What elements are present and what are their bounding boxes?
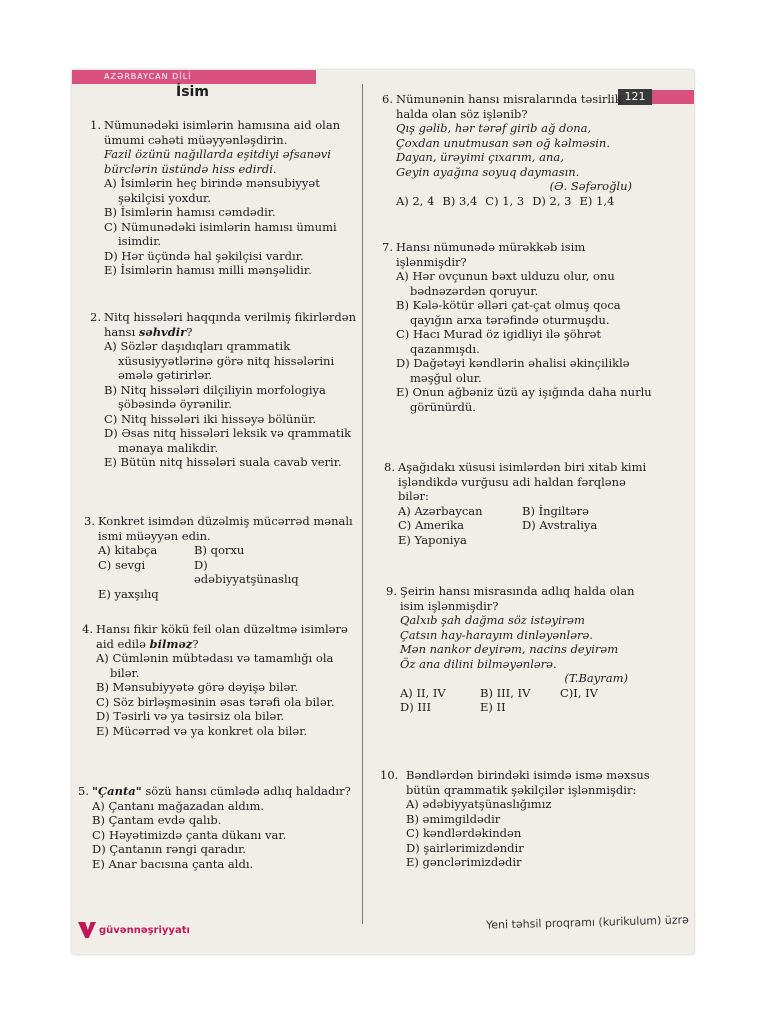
- textbook-page: [72, 70, 694, 954]
- answer-option-b[interactable]: B) qorxu: [194, 543, 245, 557]
- answer-options: [98, 543, 356, 601]
- answer-option-d[interactable]: D) III: [400, 700, 431, 714]
- answer-option-b[interactable]: B) Kələ-kötür əlləri çat-çat olmuş qoca qayığın arxa tərəfində oturmuşdu.: [396, 298, 621, 327]
- question-number: 1.: [90, 118, 101, 132]
- answer-option-d[interactable]: D) Təsirli və ya təsirsiz ola bilər.: [96, 709, 285, 723]
- question-9: [386, 584, 654, 715]
- answer-option-b[interactable]: B) İsimlərin hamısı cəmdədir.: [104, 205, 276, 219]
- answer-option-b[interactable]: B) əmimgildədir: [406, 811, 501, 826]
- poem-line-2: Çoxdan unutmusan sən oğ kəlməsin.: [396, 135, 610, 150]
- answer-option-b[interactable]: B) Nitq hissələri dilçiliyin morfologiya şöbəsində öyrənilir.: [104, 382, 326, 411]
- answer-option-b[interactable]: B) 3,4: [442, 193, 478, 208]
- answer-option-a[interactable]: A) Cümlənin mübtədası və tamamlığı ola bilər.: [96, 651, 334, 680]
- question-number: 4.: [82, 622, 93, 636]
- answer-option-c[interactable]: C) 1, 3: [485, 193, 525, 208]
- question-number: 3.: [84, 514, 95, 528]
- answer-option-d[interactable]: D) Çantanın rəngi qaradır.: [92, 842, 246, 856]
- question-example: Fazil özünü nağıllarda eşitdiyi əfsanəvi bürclərin üstündə hiss edirdi.: [104, 147, 331, 176]
- question-1: [90, 118, 358, 278]
- answer-option-d[interactable]: D) 2, 3: [532, 193, 572, 208]
- question-stem-end: ?: [192, 636, 199, 651]
- question-number: 6.: [382, 92, 393, 106]
- answer-option-e[interactable]: E) Anar bacısına çanta aldı.: [92, 856, 254, 871]
- question-number: 2.: [90, 310, 101, 324]
- answer-option-d[interactable]: D) Hər üçündə hal şəkilçisi vardır.: [104, 248, 304, 263]
- question-stem: Konkret isimdən düzəlmiş mücərrəd mənalı ismi müəyyən edin.: [98, 514, 353, 543]
- question-stem-text: Hansı fikir kökü feil olan düzəltmə isimlərə aid edilə: [96, 622, 348, 651]
- question-2: [90, 310, 358, 470]
- answer-option-c[interactable]: C) Həyətimizdə çanta dükanı var.: [92, 827, 287, 842]
- poem-author: (T.Bayram): [564, 671, 628, 685]
- question-stem: Nümunənin hansı misralarında təsirlik halda olan söz işlənib?: [396, 92, 622, 121]
- question-stem: [96, 622, 358, 651]
- answer-option-a[interactable]: A) Azərbaycan: [398, 503, 483, 518]
- answer-option-a[interactable]: A) Çantanı mağazadan aldım.: [92, 798, 265, 813]
- answer-option-c[interactable]: C) Söz birləşməsinin əsas tərəfi ola bilər.: [96, 694, 335, 709]
- answer-option-d[interactable]: D) Dağətəyi kəndlərin əhalisi əkinçiliklə məşğul olur.: [396, 356, 630, 385]
- question-5: [78, 784, 358, 871]
- answer-option-d[interactable]: D) şairlərimizdəndir: [406, 840, 524, 855]
- answer-option-b[interactable]: B) Mənsubiyyətə görə dəyişə bilər.: [96, 680, 299, 694]
- question-number: 7.: [382, 240, 393, 254]
- poem-author: (Ə. Səfəroğlu): [549, 179, 632, 193]
- answer-option-a[interactable]: A) 2, 4: [396, 193, 435, 208]
- answer-option-c[interactable]: C) Amerika: [398, 518, 464, 532]
- answer-option-e[interactable]: E) İsimlərin hamısı milli mənşəlidir.: [104, 263, 312, 277]
- poem-line-1: Qalxıb şah dağma söz istəyirəm: [400, 613, 585, 627]
- answer-options: [396, 194, 652, 209]
- question-stem-end: ?: [186, 324, 193, 339]
- answer-option-e[interactable]: E) Onun ağbəniz üzü ay işığında daha nurlu görünürdü.: [396, 385, 652, 414]
- poem-line-2: Çatsın hay-harayım dinləyənlərə.: [400, 627, 593, 642]
- poem-line-1: Qış gəlib, hər tərəf girib ağ dona,: [396, 121, 592, 135]
- question-number: 8.: [384, 460, 395, 474]
- answer-option-c[interactable]: C) Hacı Murad öz igidliyi ilə şöhrət qazanmışdı.: [396, 327, 602, 356]
- curriculum-note: Yeni təhsil proqramı (kurikulum) üzrə: [485, 913, 690, 932]
- answer-option-a[interactable]: A) ədəbiyyatşünaslığımız: [406, 797, 552, 811]
- question-stem: [92, 784, 358, 799]
- answer-option-b[interactable]: B) III, IV: [480, 685, 531, 700]
- answer-option-a[interactable]: A) kitabça: [98, 543, 158, 557]
- answer-option-b[interactable]: B) Çantam evdə qalıb.: [92, 813, 222, 827]
- answer-option-e[interactable]: E) Yaponiya: [398, 532, 467, 547]
- answer-options: [400, 686, 654, 715]
- answer-option-e[interactable]: E) 1,4: [579, 193, 615, 208]
- answer-option-d[interactable]: D) Əsas nitq hissələri leksik və qrammatik mənaya malikdir.: [104, 426, 352, 455]
- publisher-name: güvənnəşriyyatı: [99, 925, 190, 936]
- answer-option-a[interactable]: A) İsimlərin heç birində mənsubiyyət şəkilçisi yoxdur.: [104, 176, 320, 205]
- publisher-logo: [78, 922, 190, 938]
- question-6: [382, 92, 652, 208]
- question-stem-text: sözü hansı cümlədə adlıq haldadır?: [145, 784, 351, 798]
- question-stem-emphasis: səhvdir: [138, 324, 187, 339]
- answer-options: [398, 504, 652, 548]
- poem-line-4: Öz ana dilini bilməyənlərə.: [400, 656, 557, 671]
- answer-option-c[interactable]: C) kəndlərdəkindən: [406, 826, 522, 840]
- question-7: [382, 240, 652, 414]
- question-stem-text: Nitq hissələri haqqında verilmiş fikirlərdən hansı: [104, 310, 356, 339]
- answer-option-c[interactable]: C) Nümunədəki isimlərin hamısı ümumi isimdir.: [104, 219, 337, 248]
- answer-option-e[interactable]: E) yaxşılıq: [98, 586, 159, 601]
- answer-option-b[interactable]: B) İngiltərə: [522, 503, 589, 518]
- answer-option-c[interactable]: C) Nitq hissələri iki hissəyə bölünür.: [104, 411, 317, 426]
- question-stem-emphasis: bilməz: [149, 636, 193, 651]
- answer-option-d[interactable]: D) Avstraliya: [522, 518, 598, 532]
- question-stem: [104, 310, 358, 339]
- question-number: 9.: [386, 584, 397, 598]
- poem-line-3: Dayan, ürəyimi çıxarım, ana,: [396, 150, 564, 164]
- answer-option-a[interactable]: A) Hər ovçunun bəxt ulduzu olur, onu bədnəzərdən qoruyur.: [396, 269, 615, 298]
- question-8: [384, 460, 652, 547]
- answer-option-a[interactable]: A) Sözlər daşıdıqları qrammatik xüsusiyyətlərinə görə nitq hissələrini əmələ gətirirlər.: [104, 339, 335, 382]
- header-band: AZƏRBAYCAN DİLİ: [72, 70, 316, 84]
- poem-line-3: Mən nankor deyirəm, nacins deyirəm: [400, 642, 619, 656]
- poem-line-4: Geyin ayağına soyuq daymasın.: [396, 164, 580, 179]
- question-3: [84, 514, 356, 601]
- question-stem: Nümunədəki isimlərin hamısına aid olan ümumi cəhəti müəyyənləşdirin.: [104, 118, 341, 147]
- answer-option-c[interactable]: C)I, IV: [560, 685, 598, 700]
- answer-option-a[interactable]: A) II, IV: [400, 685, 446, 700]
- question-stem: Hansı nümunədə mürəkkəb isim işlənmişdir?: [396, 240, 586, 269]
- answer-option-e[interactable]: E) Bütün nitq hissələri suala cavab verir.: [104, 455, 342, 469]
- question-stem: Aşağıdakı xüsusi isimlərdən biri xitab kimi işləndikdə vurğusu adi haldan fərqlənə bilər:: [398, 460, 647, 503]
- column-divider: [362, 84, 363, 924]
- question-4: [82, 622, 358, 738]
- answer-option-e[interactable]: E) II: [480, 700, 506, 714]
- answer-option-c[interactable]: C) sevgi: [98, 557, 146, 572]
- header-accent-band: [648, 90, 694, 104]
- answer-option-e[interactable]: E) gənclərimizdədir: [406, 855, 522, 869]
- section-title: İsim: [176, 84, 209, 100]
- question-stem-emphasis: "Çanta": [92, 784, 142, 798]
- question-stem: Bəndlərdən birindəki isimdə ismə məxsus bütün qrammatik şəkilçilər işlənmişdir:: [406, 768, 650, 797]
- answer-option-e[interactable]: E) Mücərrəd və ya konkret ola bilər.: [96, 723, 308, 738]
- question-number: 5.: [78, 784, 89, 798]
- question-number: 10.: [380, 768, 399, 782]
- question-10: [380, 768, 662, 870]
- publisher-mark-icon: [78, 922, 96, 938]
- page-number: 121: [618, 89, 652, 105]
- question-stem: Şeirin hansı misrasında adlıq halda olan isim işlənmişdir?: [400, 584, 635, 613]
- answer-option-d[interactable]: D) ədəbiyyatşünaslıq: [194, 557, 299, 586]
